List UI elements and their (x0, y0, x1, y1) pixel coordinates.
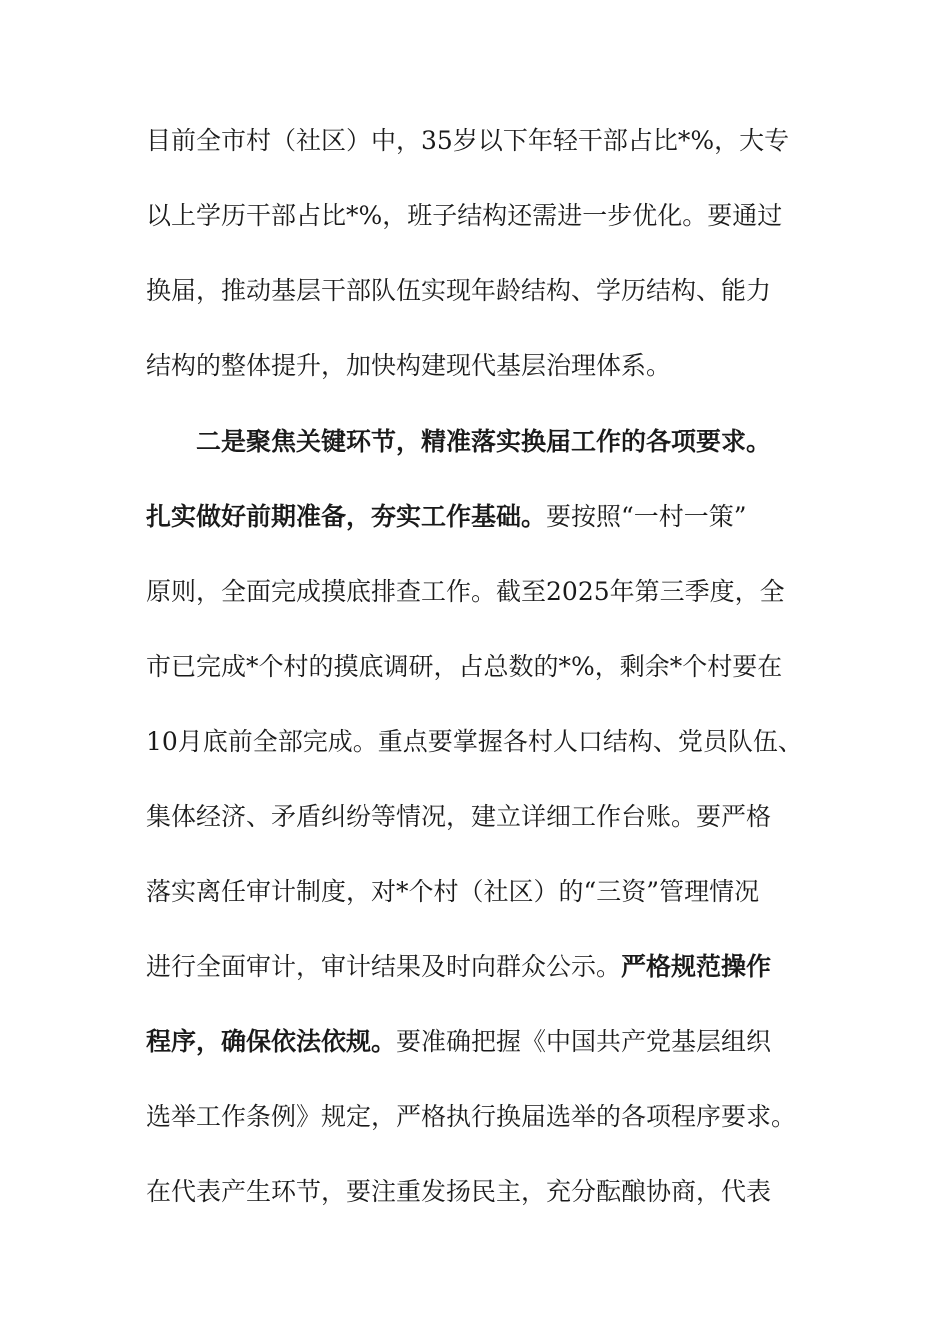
subheading-text: 扎实做好前期准备，夯实工作基础。 (146, 502, 547, 531)
text-segment: 市已完成*个村的摸底调研，占总数的*%，剩余*个村要在 (146, 652, 783, 681)
text-segment: 在代表产生环节，要注重发扬民主，充分酝酿协商，代表 (146, 1177, 772, 1206)
text-line (146, 722, 806, 762)
text-line (146, 121, 806, 161)
text-segment: 目前全市村（社区）中，35岁以下年轻干部占比*%，大专 (146, 126, 790, 155)
text-segment: 以上学历干部占比*%，班子结构还需进一步优化。要通过 (146, 201, 783, 230)
section-heading (196, 422, 856, 462)
text-line (146, 947, 806, 987)
text-segment: 原则，全面完成摸底排查工作。截至2025年第三季度，全 (146, 577, 785, 606)
text-segment: 集体经济、矛盾纠纷等情况，建立详细工作台账。要严格 (146, 802, 772, 831)
text-line (146, 196, 806, 236)
text-line (146, 1097, 806, 1137)
subheading-text: 严格规范操作 (621, 952, 772, 981)
text-segment: 要按照“一村一策” (546, 502, 747, 531)
text-segment: 结构的整体提升，加快构建现代基层治理体系。 (146, 351, 672, 380)
text-segment: 进行全面审计，审计结果及时向群众公示。 (146, 952, 622, 981)
subheading-text: 程序，确保依法依规。 (146, 1027, 397, 1056)
text-line (146, 572, 806, 612)
text-line (146, 1022, 806, 1062)
text-line (146, 497, 806, 537)
text-segment: 选举工作条例》规定，严格执行换届选举的各项程序要求。 (146, 1102, 797, 1131)
text-line (146, 1172, 806, 1212)
text-line (146, 797, 806, 837)
text-segment: 10月底前全部完成。重点要掌握各村人口结构、党员队伍、 (146, 727, 803, 756)
text-segment: 要准确把握《中国共产党基层组织 (396, 1027, 772, 1056)
text-segment: 落实离任审计制度，对*个村（社区）的“三资”管理情况 (146, 877, 760, 906)
text-line (146, 872, 806, 912)
text-segment: 换届，推动基层干部队伍实现年龄结构、学历结构、能力 (146, 276, 772, 305)
text-line (146, 346, 806, 386)
text-line (146, 271, 806, 311)
heading-text: 二是聚焦关键环节，精准落实换届工作的各项要求。 (196, 427, 772, 456)
text-line (146, 647, 806, 687)
